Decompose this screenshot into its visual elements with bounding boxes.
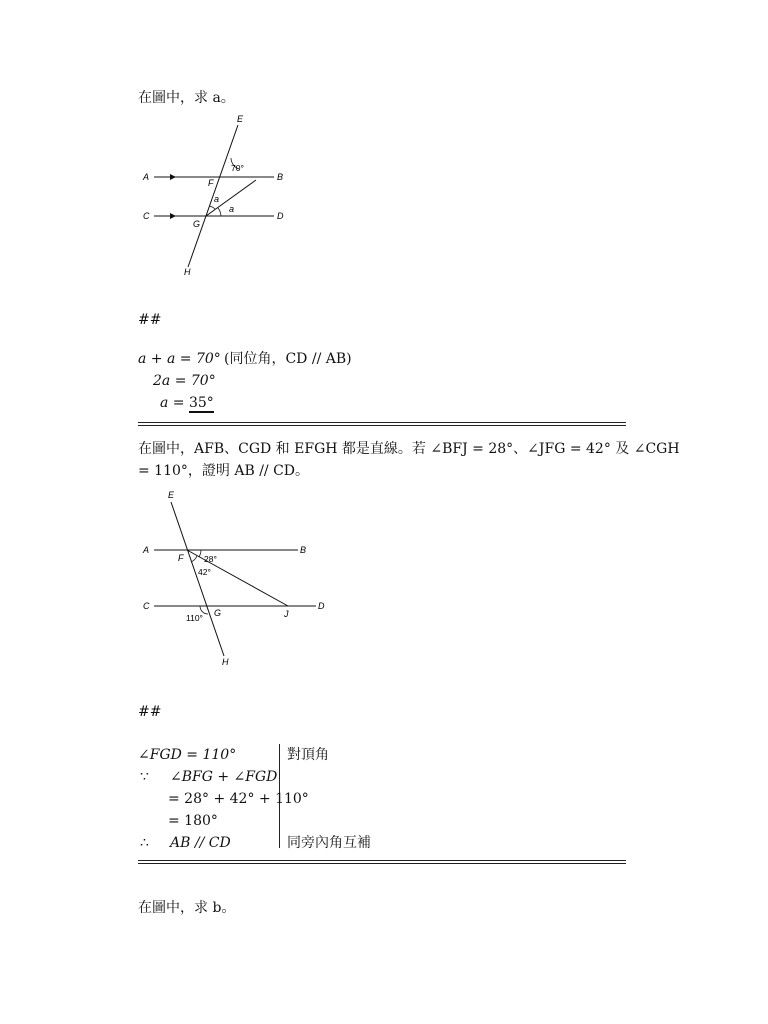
q1-question: 在圖中，求 a。 [138,90,235,106]
q1-arc-a2 [218,208,221,216]
separator-1 [138,422,626,426]
q2-proof-therefore: ∴ [140,835,149,851]
q2-angle-110: 110° [186,613,203,623]
q1-line-eh [188,125,238,267]
q1-sol-line3 [160,394,214,412]
q1-label-c: C [143,211,150,221]
separator-2 [138,860,626,864]
q2-proof-s3: = 28° + 42° + 110° [168,791,309,807]
q2-label-a: A [143,545,150,555]
q1-sol-reason1: (同位角，CD // AB) [224,351,352,367]
q1-label-e: E [237,114,244,124]
q1-sol-line3-lhs: a = [160,395,189,411]
q2-proof-r5: 同旁內角互補 [287,835,371,851]
q2-label-b: B [300,545,307,555]
q1-sol-line2: 2a = 70° [153,373,216,389]
q1-arrow-ab [170,174,176,180]
q3-question: 在圖中，求 b。 [138,900,236,916]
q1-label-h: H [184,267,191,277]
q2-question-line2: = 110°，證明 AB // CD。 [138,463,310,479]
q1-angle-a2: a [229,204,235,214]
q2-angle-42: 42° [198,567,211,577]
q1-sol-answer: 35° [188,395,214,411]
q2-line-fj [187,550,288,606]
q1-figure [138,112,298,282]
q2-line-eh [171,502,224,656]
q2-arc-42 [191,556,197,562]
q2-label-d: D [318,601,325,611]
q2-proof-s1: ∠FGD = 110° [138,747,237,763]
q2-label-g: G [214,608,222,618]
q1-arrow-cd [170,213,176,219]
q1-angle-70: 70° [231,163,244,173]
q2-label-c: C [143,601,150,611]
q2-figure [138,486,338,671]
q1-sol-line1: a + a = 70° [138,351,221,367]
q2-proof-s5: AB // CD [170,835,231,851]
q2-label-j: J [284,609,289,619]
q2-proof-because: ∵ [140,769,149,785]
q2-angle-28: 28° [204,554,217,564]
q1-label-b: B [277,172,284,182]
q1-label-d: D [277,211,284,221]
q1-arc-a1 [209,206,215,209]
q2-label-h: H [222,657,229,667]
q1-label-f: F [208,178,214,188]
q2-question-line1: 在圖中，AFB、CGD 和 EFGH 都是直線。若 ∠BFJ = 28°、∠JFG = 42° 及 ∠CGH [138,441,680,457]
q1-label-a: A [143,172,150,182]
q1-angle-a1: a [214,194,220,204]
q2-proof-s2: ∠BFG + ∠FGD [170,769,278,785]
q2-hash: ## [138,704,162,720]
q2-arc-28 [199,550,201,557]
q2-label-e: E [168,490,175,500]
q2-proof-s4: = 180° [168,813,218,829]
q1-label-g: G [193,219,201,229]
q2-proof-r1: 對頂角 [287,747,329,763]
q1-hash: ## [138,312,162,328]
q2-label-f: F [178,553,184,563]
